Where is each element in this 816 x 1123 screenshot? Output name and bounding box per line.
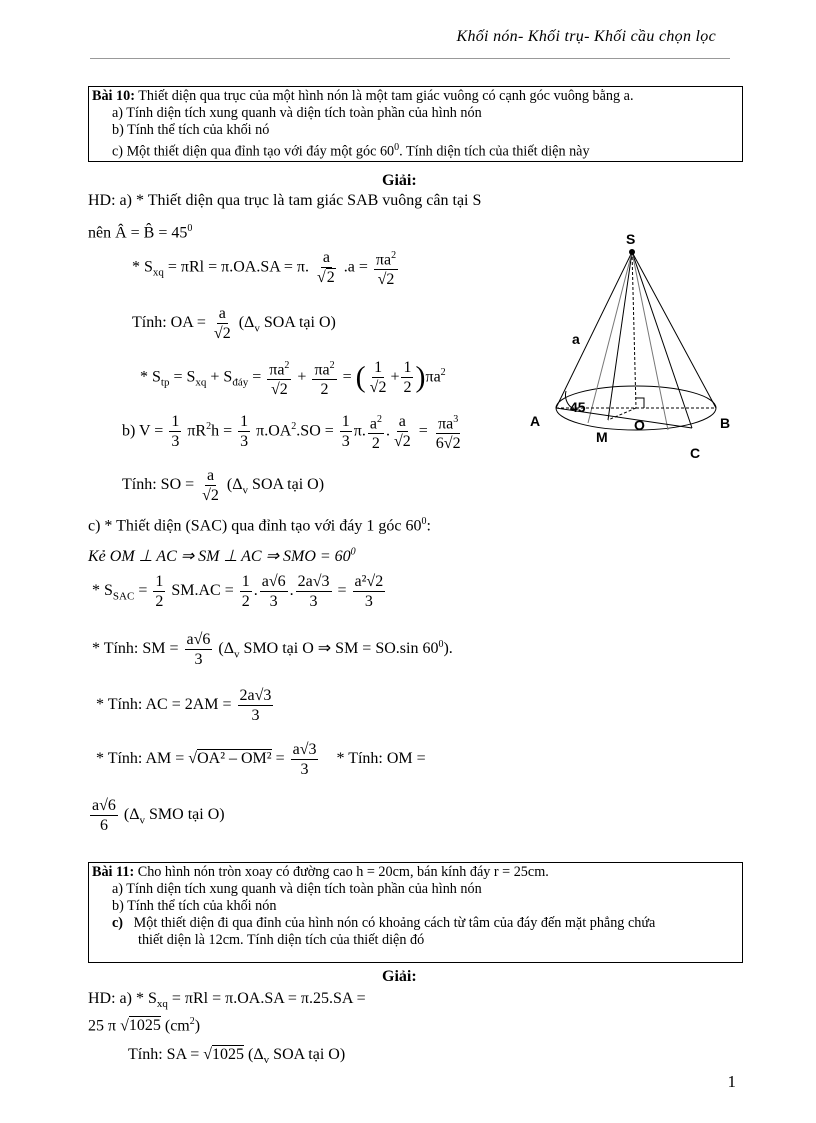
sol10-oa-formula: Tính: OA = $\frac{a}{√2}$ ($\Delta_v$ SOA tại O) bbox=[132, 305, 336, 342]
sol11-line-3: Tính: SA = √1025 ($\Delta_v$ SOA tại O) bbox=[128, 1046, 346, 1067]
label-a: a bbox=[572, 331, 580, 347]
right-angle-mark bbox=[636, 398, 644, 408]
sol10-sxq-formula: * $S_{xq} = \pi Rl = \pi.OA.SA = \pi$. $\frac{a}{√2}$ .a = $\frac{\pi a^2}{√2}$ bbox=[132, 246, 400, 289]
problem-10-box bbox=[88, 86, 743, 162]
label-45: 45 bbox=[570, 399, 586, 415]
label-S: S bbox=[626, 231, 636, 247]
solution-10-heading: Giải: bbox=[382, 172, 417, 189]
cone-figure bbox=[528, 228, 748, 468]
height-SO bbox=[632, 252, 636, 408]
problem-11-c-cont: thiết diện là 12cm. Tính diện tích của thiết diện đó bbox=[138, 932, 425, 948]
sol10-so-formula: Tính: SO = $\frac{a}{√2}$ ($\Delta_v$ SOA tại O) bbox=[122, 467, 325, 504]
problem-11-box bbox=[88, 862, 743, 963]
problem-10-statement: Thiết diện qua trục của một hình nón là một tam giác vuông có cạnh góc vuông bằng a. bbox=[138, 88, 634, 104]
sol10-am-formula: * Tính: AM = √OA² – OM² = $\frac{a√3}{3}$ * Tính: OM = bbox=[96, 741, 426, 778]
problem-10-title: Bài 10: bbox=[92, 88, 135, 104]
label-B: B bbox=[720, 415, 731, 431]
solution-11-heading: Giải: bbox=[382, 968, 417, 985]
sol10-ac-formula: * Tính: AC = 2AM = $\frac{2a√3}{3}$ bbox=[96, 687, 272, 724]
label-O: O bbox=[634, 417, 645, 433]
sol10-om-value: $\frac{a√6}{6}$ ($\Delta_v$ SMO tại O) bbox=[92, 797, 225, 834]
sol10-sm-formula: * Tính: SM = $\frac{a√6}{3}$ ($\Delta_v$ SMO tại O ⇒ SM = SO.sin $60^0$). bbox=[92, 631, 453, 668]
label-A: A bbox=[530, 413, 541, 429]
sol10-ke-line: Kẻ OM ⊥ AC ⇒ SM ⊥ AC ⇒ SMO = $60^0$ bbox=[88, 546, 356, 565]
edge-SB bbox=[632, 252, 716, 408]
page-number: 1 bbox=[727, 1072, 736, 1091]
header-rule bbox=[90, 58, 730, 59]
sol10-line-2: nên Â = B̂ = $45^0$ bbox=[88, 223, 193, 242]
problem-11-c: c) Một thiết diện đi qua đỉnh của hình nón có khoảng cách từ tâm của đáy đến mặt phẳng chứa bbox=[112, 915, 656, 931]
sol10-line-1: HD: a) * Thiết diện qua trục là tam giác SAB vuông cân tại S bbox=[88, 192, 482, 209]
running-title: Khối nón- Khối trụ- Khối cầu chọn lọc bbox=[456, 28, 716, 45]
problem-10-a: a) Tính diện tích xung quanh và diện tích toàn phần của hình nón bbox=[112, 105, 482, 121]
problem-11-statement: Cho hình nón tròn xoay có đường cao h = 20cm, bán kính đáy r = 25cm. bbox=[137, 864, 549, 880]
sol11-line-1: HD: $a) * S_{xq} = \pi Rl = \pi.OA.SA = \pi.25.SA$ = bbox=[88, 990, 366, 1011]
sol10-volume-formula: b) V = $\frac{1}{3}$ $\pi R^2h$ = $\frac{1}{3}$ $\pi.OA^2.SO$ = $\frac{1}{3}$ π. $\frac{a^2}{2}$ . $\frac{a}{√2}$ = $\frac{\pi a^3}{6√2}$ bbox=[122, 410, 465, 453]
sol10-part-c-line: c) * Thiết diện (SAC) qua đỉnh tạo với đáy 1 góc $60^0$: bbox=[88, 516, 431, 535]
problem-11-title: Bài 11: bbox=[92, 864, 135, 880]
sol11-line-2: 25 π √1025 $(cm^2)$ bbox=[88, 1016, 201, 1035]
problem-11-b: b) Tính thể tích của khối nón bbox=[112, 898, 277, 914]
label-M: M bbox=[596, 429, 608, 445]
problem-10-c: c) Một thiết diện qua đỉnh tạo với đáy một góc $60^0$. Tính diện tích của thiết diện này bbox=[112, 142, 590, 160]
problem-11-a: a) Tính diện tích xung quanh và diện tích toàn phần của hình nón bbox=[112, 881, 482, 897]
sol10-stp-formula: * $S_{tp} = S_{xq} + S_{đáy}$ = $\frac{\pi a^2}{√2}$ + $\frac{\pi a^2}{2}$ = ( $\frac{1}{√2}$ + $\frac{1}{2}$ )$\pi a^2$ bbox=[140, 356, 446, 399]
label-C: C bbox=[690, 445, 701, 461]
sol10-ssac-formula: * $S_{SAC}$ = $\frac{1}{2}$ SM.AC = $\frac{1}{2}$ . $\frac{a√6}{3}$ . $\frac{2a√3}{3}$ = $\frac{\text{a²√2}}{3}$ bbox=[92, 573, 384, 610]
problem-10-b: b) Tính thể tích của khối nó bbox=[112, 122, 270, 138]
